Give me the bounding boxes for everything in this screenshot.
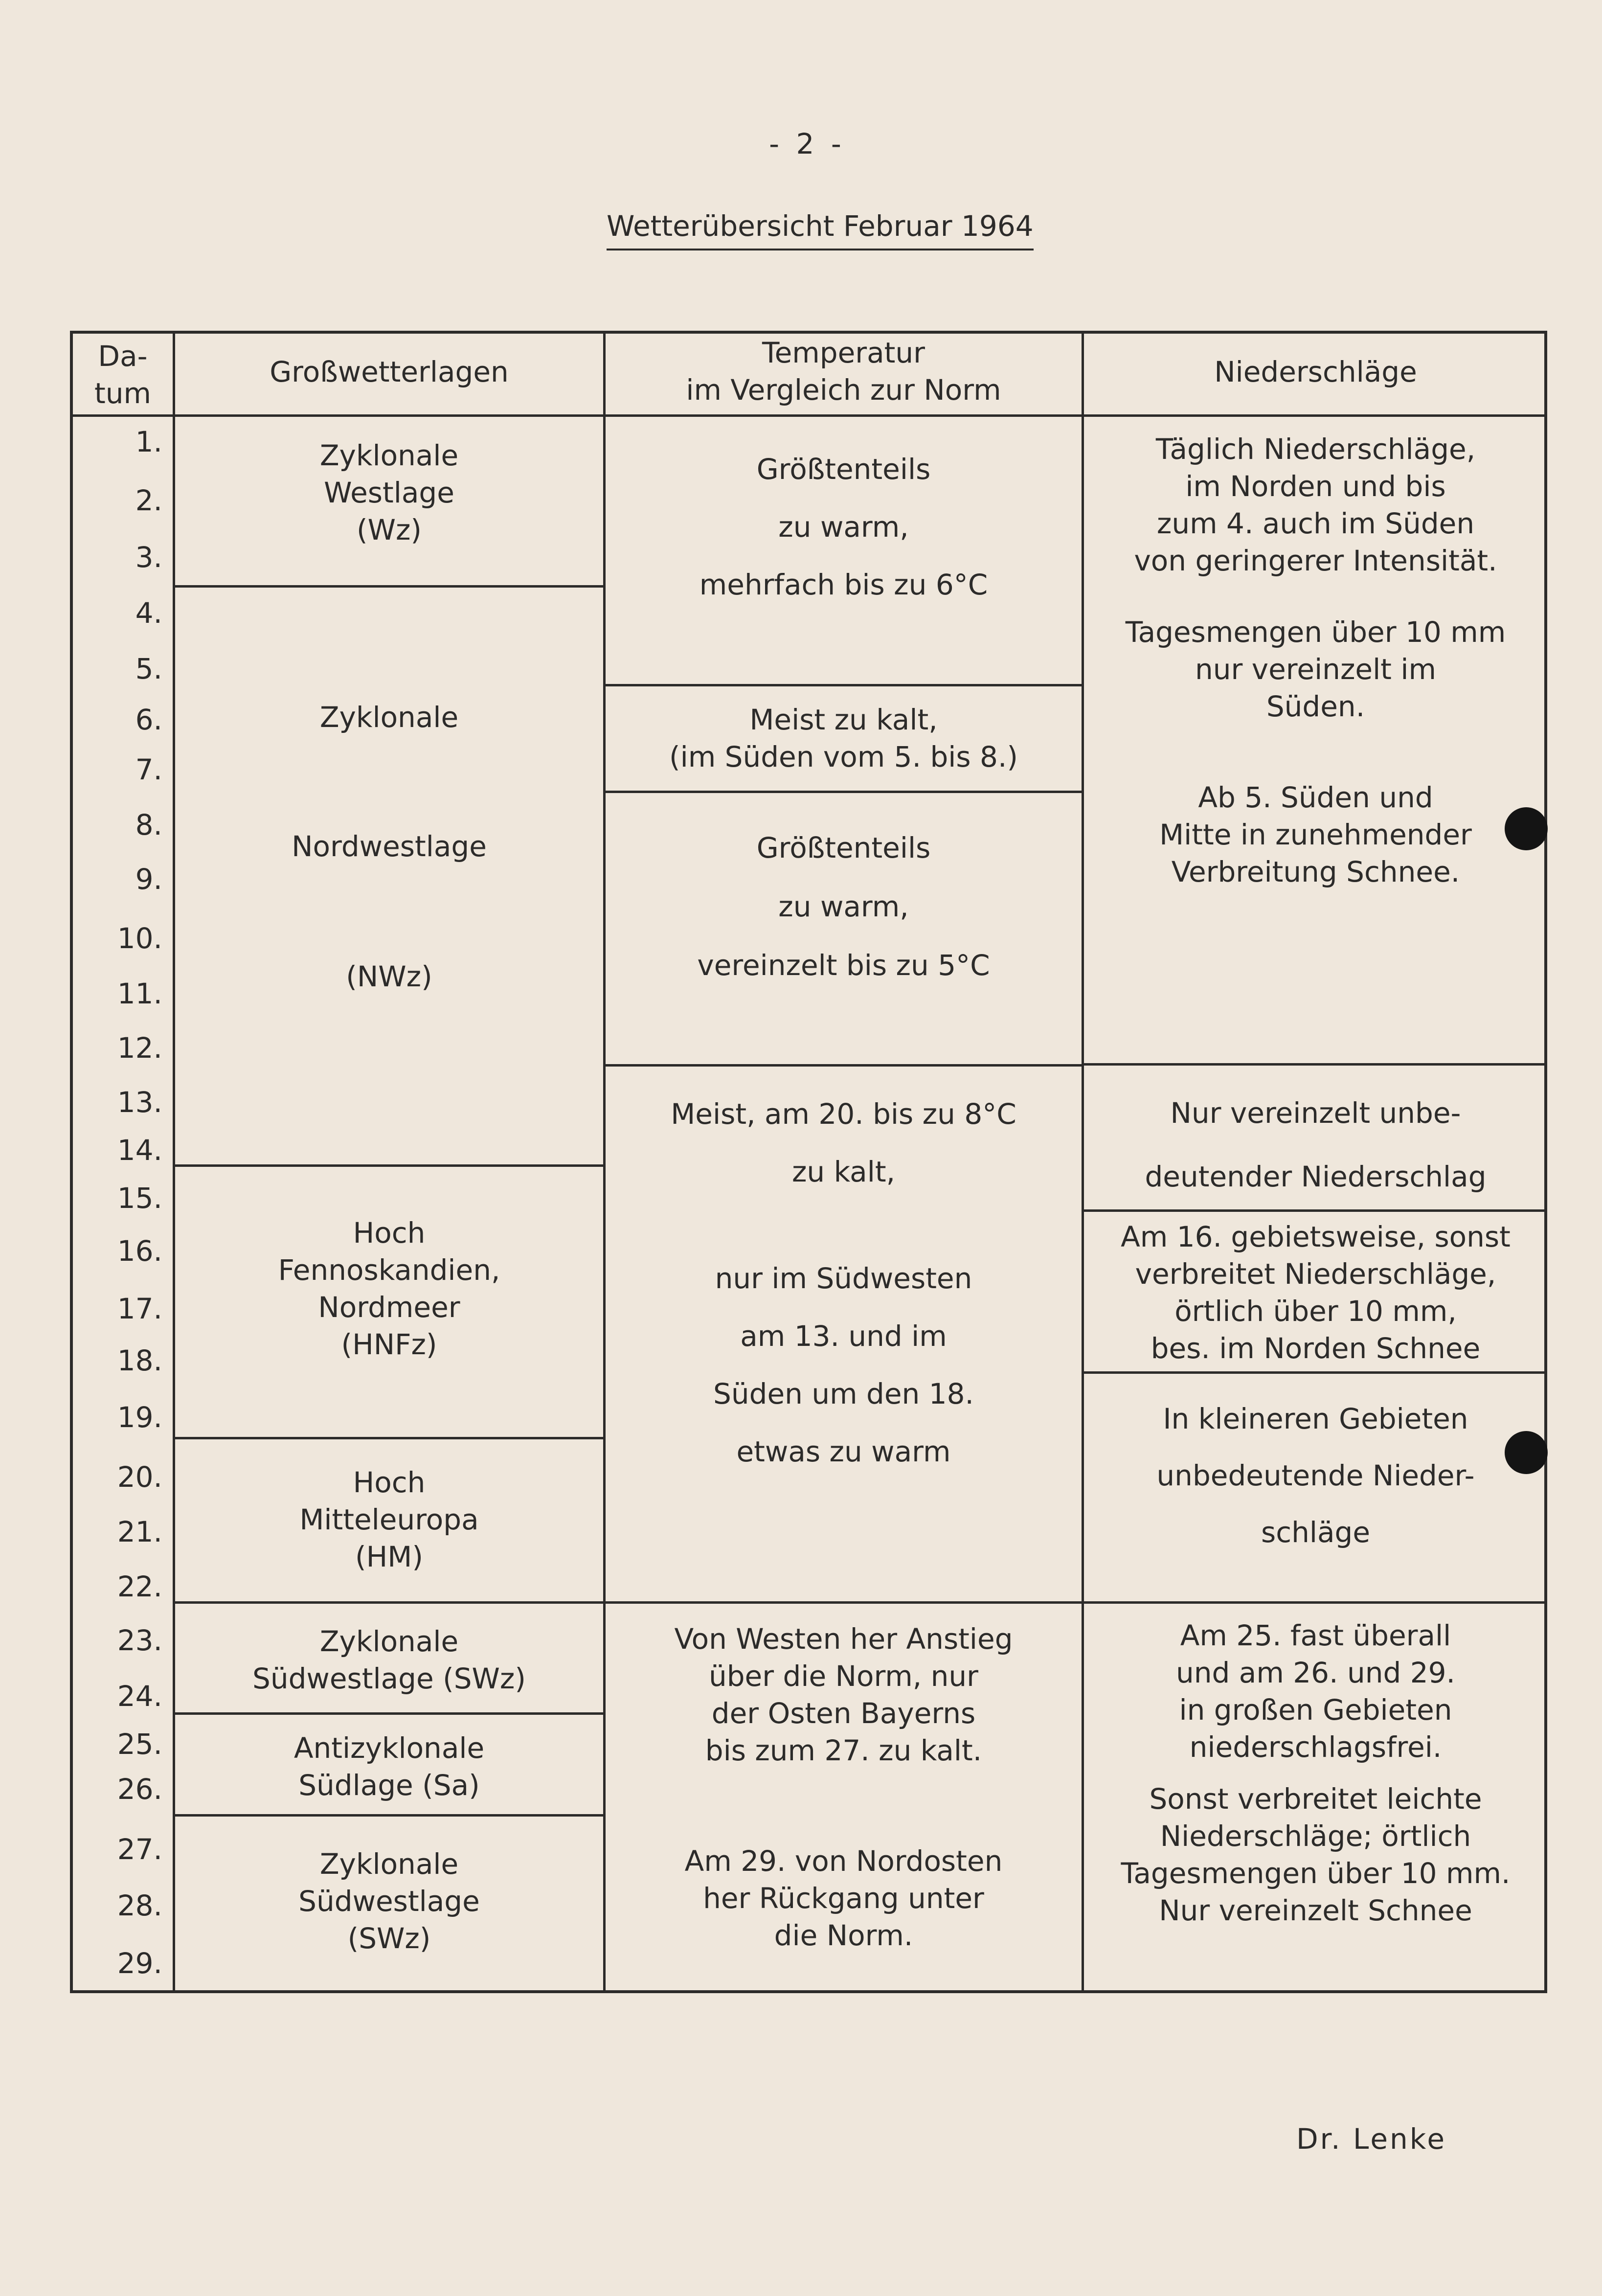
nieder-n5-line: Tagesmengen über 10 mm.: [1121, 1857, 1511, 1890]
nieder-n3-line: verbreitet Niederschläge,: [1135, 1257, 1496, 1291]
day-24: 24.: [117, 1680, 162, 1713]
lage-swz1-line: Südwestlage (SWz): [252, 1662, 526, 1695]
lage-hm-line: (HM): [355, 1540, 423, 1573]
day-13: 13.: [117, 1086, 162, 1119]
divider-temp-t3: [603, 1064, 1083, 1067]
lage-hm-line: Hoch: [353, 1466, 426, 1499]
temp-t5-line: die Norm.: [774, 1919, 913, 1952]
divider-nieder-n4: [1082, 1601, 1547, 1604]
day-11: 11.: [117, 977, 162, 1010]
page-number: - 2 -: [769, 127, 845, 160]
day-21: 21.: [117, 1515, 162, 1548]
day-26: 26.: [117, 1773, 162, 1806]
day-9: 9.: [135, 863, 162, 896]
temp-t5-line: bis zum 27. zu kalt.: [705, 1734, 982, 1767]
lage-nwz-line2: Nordwestlage: [292, 830, 487, 863]
nieder-n4: [1084, 1390, 1547, 1561]
divider-nieder-n1: [1082, 1063, 1547, 1066]
lage-hm: [175, 1464, 603, 1575]
temp-t3-line: Größtenteils: [756, 831, 931, 864]
header-temperatur-line2: im Vergleich zur Norm: [686, 373, 1001, 407]
temp-t1-line: zu warm,: [778, 510, 909, 544]
day-7: 7.: [135, 753, 162, 786]
nieder-n2: [1084, 1081, 1547, 1208]
temp-t1-line: mehrfach bis zu 6°C: [699, 568, 988, 601]
divider-temp-t2: [603, 791, 1083, 793]
temp-t2-line: Meist zu kalt,: [749, 703, 938, 736]
temp-t5-line: über die Norm, nur: [708, 1659, 979, 1693]
nieder-n3-line: bes. im Norden Schnee: [1151, 1332, 1481, 1365]
divider-nieder-n3: [1082, 1371, 1547, 1374]
day-2: 2.: [135, 484, 162, 517]
temp-t4: [606, 1085, 1082, 1480]
nieder-n4-line: schläge: [1261, 1516, 1371, 1549]
nieder-n5-line: und am 26. und 29.: [1176, 1656, 1455, 1689]
lage-hnfz-line: (HNFz): [341, 1328, 437, 1361]
temp-t4-line: am 13. und im: [740, 1319, 947, 1353]
temp-t4-line: zu kalt,: [791, 1155, 896, 1188]
lage-swz2-line: Zyklonale: [319, 1847, 459, 1881]
day-1: 1.: [135, 425, 162, 458]
day-12: 12.: [117, 1031, 162, 1065]
lage-hnfz-line: Nordmeer: [318, 1291, 460, 1324]
nieder-n5-line: Nur vereinzelt Schnee: [1159, 1894, 1472, 1927]
divider-lagen-hm: [173, 1601, 604, 1604]
temp-t4-spacer: [606, 1201, 1082, 1250]
temp-t4-line: etwas zu warm: [736, 1435, 951, 1468]
lage-nwz-line3: (NWz): [346, 960, 432, 993]
divider-lagen-nwz: [173, 1164, 604, 1167]
nieder-n5-line: in großen Gebieten: [1179, 1693, 1452, 1727]
nieder-n1-line: Süden.: [1266, 690, 1365, 723]
divider-lagen-swz1: [173, 1712, 604, 1715]
lage-swz1-line: Zyklonale: [319, 1625, 459, 1658]
nieder-n3-line: örtlich über 10 mm,: [1174, 1295, 1457, 1328]
day-16: 16.: [117, 1234, 162, 1268]
day-29: 29.: [117, 1947, 162, 1980]
temp-t3-line: zu warm,: [778, 890, 909, 923]
lage-sa: [175, 1729, 603, 1804]
temp-t5-line: Am 29. von Nordosten: [684, 1844, 1003, 1878]
nieder-n1-spacer: [1084, 579, 1547, 614]
header-datum-line1: Da-: [98, 340, 148, 373]
nieder-n5-line: Niederschläge; örtlich: [1160, 1819, 1471, 1853]
lage-hnfz: [175, 1214, 603, 1363]
nieder-n1-line: Täglich Niederschläge,: [1155, 432, 1476, 466]
temp-t1-line: Größtenteils: [756, 453, 931, 486]
nieder-n1-line: im Norden und bis: [1185, 470, 1446, 503]
day-28: 28.: [117, 1889, 162, 1922]
day-25: 25.: [117, 1728, 162, 1761]
nieder-n1-line: von geringerer Intensität.: [1134, 544, 1497, 577]
lage-sa-line: Antizyklonale: [293, 1731, 485, 1765]
day-27: 27.: [117, 1833, 162, 1866]
lage-sa-line: Südlage (Sa): [298, 1769, 480, 1802]
day-23: 23.: [117, 1624, 162, 1657]
divider-lagen-wz: [173, 585, 604, 588]
divider-temp-t4: [603, 1601, 1083, 1604]
day-3: 3.: [135, 541, 162, 574]
nieder-n5-line: Sonst verbreitet leichte: [1149, 1782, 1482, 1816]
signature: Dr. Lenke: [1296, 2122, 1446, 2156]
lage-wz-line: Westlage: [324, 476, 454, 509]
lage-swz2: [175, 1845, 603, 1957]
nieder-n1-line: nur vereinzelt im: [1195, 653, 1436, 686]
lage-nwz-line1: Zyklonale: [319, 701, 459, 734]
nieder-n2-line: deutender Niederschlag: [1145, 1160, 1487, 1193]
day-8: 8.: [135, 808, 162, 841]
header-divider: [70, 414, 1547, 417]
lage-wz-line: (Wz): [356, 513, 422, 546]
lage-swz2-line: Südwestlage: [298, 1885, 480, 1918]
divider-lagen-hnfz: [173, 1437, 604, 1439]
day-6: 6.: [135, 703, 162, 736]
nieder-n1-spacer: [1084, 725, 1547, 779]
lage-wz-line: Zyklonale: [319, 439, 459, 472]
header-datum-line2: tum: [94, 377, 151, 410]
nieder-n1-line: Mitte in zunehmender: [1159, 818, 1472, 851]
day-22: 22.: [117, 1570, 162, 1603]
header-niederschlaege: Niederschläge: [1214, 355, 1417, 388]
lage-wz: [175, 437, 603, 548]
temp-t2: [606, 701, 1082, 775]
header-lagen: Großwetterlagen: [270, 355, 509, 388]
temp-t4-line: nur im Südwesten: [715, 1262, 972, 1295]
temp-t5-line: Von Westen her Anstieg: [674, 1622, 1013, 1656]
nieder-n3-line: Am 16. gebietsweise, sonst: [1121, 1220, 1511, 1253]
temp-t5: [606, 1620, 1082, 1954]
temp-t5-line: der Osten Bayerns: [711, 1697, 976, 1730]
day-20: 20.: [117, 1460, 162, 1494]
lage-hm-line: Mitteleuropa: [299, 1503, 479, 1536]
nieder-n1-line: Ab 5. Süden und: [1198, 781, 1433, 814]
temp-t2-line: (im Süden vom 5. bis 8.): [669, 740, 1018, 773]
punch-hole-top: [1505, 807, 1548, 850]
lage-swz2-line: (SWz): [347, 1922, 431, 1955]
nieder-n1-line: Verbreitung Schnee.: [1171, 855, 1460, 888]
day-10: 10.: [117, 922, 162, 955]
day-14: 14.: [117, 1134, 162, 1167]
temp-t3: [606, 818, 1082, 995]
divider-lagen-sa: [173, 1814, 604, 1817]
day-18: 18.: [117, 1344, 162, 1377]
punch-hole-bottom: [1505, 1431, 1548, 1474]
day-19: 19.: [117, 1401, 162, 1434]
nieder-n1-line: Tagesmengen über 10 mm: [1125, 615, 1506, 649]
day-15: 15.: [117, 1182, 162, 1215]
temp-t4-line: Süden um den 18.: [713, 1377, 974, 1410]
nieder-n2-line: Nur vereinzelt unbe-: [1170, 1096, 1461, 1130]
temp-t3-line: vereinzelt bis zu 5°C: [697, 949, 990, 982]
day-5: 5.: [135, 652, 162, 685]
nieder-n1: [1084, 431, 1547, 890]
temp-t4-line: Meist, am 20. bis zu 8°C: [671, 1097, 1016, 1131]
page-title: Wetterübersicht Februar 1964: [607, 209, 1034, 250]
divider-nieder-n2: [1082, 1209, 1547, 1212]
lage-swz1: [175, 1623, 603, 1697]
day-17: 17.: [117, 1292, 162, 1325]
nieder-n5-spacer: [1084, 1766, 1547, 1780]
header-datum: [73, 338, 173, 412]
nieder-n5-line: niederschlagsfrei.: [1189, 1730, 1442, 1764]
lage-hnfz-line: Fennoskandien,: [278, 1253, 500, 1287]
temp-t1: [606, 440, 1082, 614]
temp-t5-spacer: [606, 1769, 1082, 1842]
header-temperatur: [606, 334, 1082, 409]
nieder-n4-line: In kleineren Gebieten: [1163, 1402, 1468, 1435]
temp-t5-line: her Rückgang unter: [703, 1882, 984, 1915]
divider-temp-t1: [603, 684, 1083, 686]
nieder-n1-line: zum 4. auch im Süden: [1156, 507, 1475, 540]
day-4: 4.: [135, 596, 162, 630]
nieder-n4-line: unbedeutende Nieder-: [1156, 1459, 1475, 1492]
nieder-n3: [1084, 1218, 1547, 1367]
header-temperatur-line1: Temperatur: [762, 336, 925, 369]
lage-hnfz-line: Hoch: [353, 1216, 426, 1250]
nieder-n5-line: Am 25. fast überall: [1180, 1619, 1451, 1652]
nieder-n5: [1084, 1617, 1547, 1929]
